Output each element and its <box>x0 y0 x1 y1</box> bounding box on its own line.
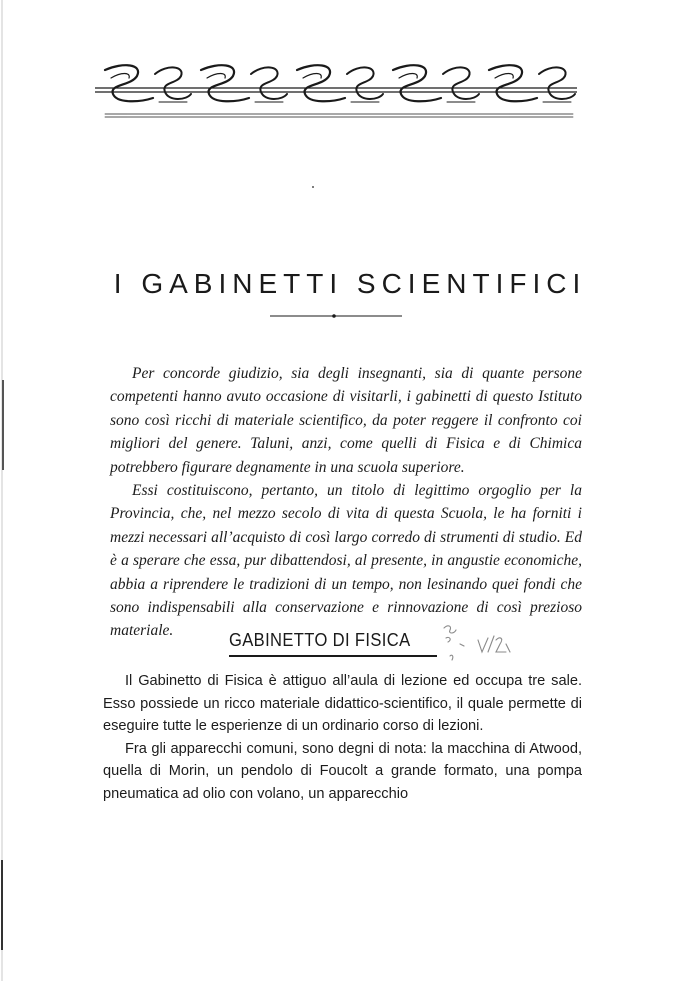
intro-paragraph: Essi costituiscono, pertanto, un titolo di legittimo orgoglio per la Provincia, che, nel mezzo secolo di vita di questa Scuola, le ha forniti i mezzi necessari all’acquisto di così largo corredo di strumenti di studio. Ed è a sperare che essa, pur dibattendosi, al presente, in angustie economiche, abbia a riprendere le tradizioni di un tempo, non lesinando quei fondi che sono indispensabili alla conservazione e rinnovazione di così prezioso materiale. <box>110 482 582 640</box>
section-body <box>103 670 582 806</box>
handwritten-annotation-icon <box>442 622 512 662</box>
section-paragraph: Fra gli apparecchi comuni, sono degni di nota: la macchina di Atwood, quella di Morin, un pendolo di Foucolt a grande formato, una pompa pneumatica ad olio con volano, un apparecchio <box>103 740 582 802</box>
scan-edge-shadow <box>0 0 10 981</box>
intro-paragraph: Per concorde giudizio, sia degli insegnanti, sia di quante persone competenti hanno avuto occasione di visitarli, i gabinetti di questo Istituto sono così ricchi di materiale scientifico, da poter reggere il confronto coi migliori del genere. Taluni, anzi, come quelli di Fisica e di Chimica potrebbero figurare degnamente in una scuola superiore. <box>110 365 582 476</box>
section-title: GABINETTO DI FISICA <box>229 630 411 650</box>
title-divider <box>270 313 402 319</box>
page-title: I GABINETTI SCIENTIFICI <box>113 268 587 299</box>
intro-text <box>110 362 582 643</box>
scan-speck <box>312 186 314 188</box>
art-nouveau-ornament-band-icon <box>95 58 577 120</box>
section-paragraph: Il Gabinetto di Fisica è attiguo all’aula di lezione ed occupa tre sale. Esso possiede un ricco materiale didattico-scientifico, il quale permette di eseguire tutte le esperienze di un ordinario corso di lezioni. <box>103 673 582 735</box>
section-title-underline <box>229 655 437 657</box>
